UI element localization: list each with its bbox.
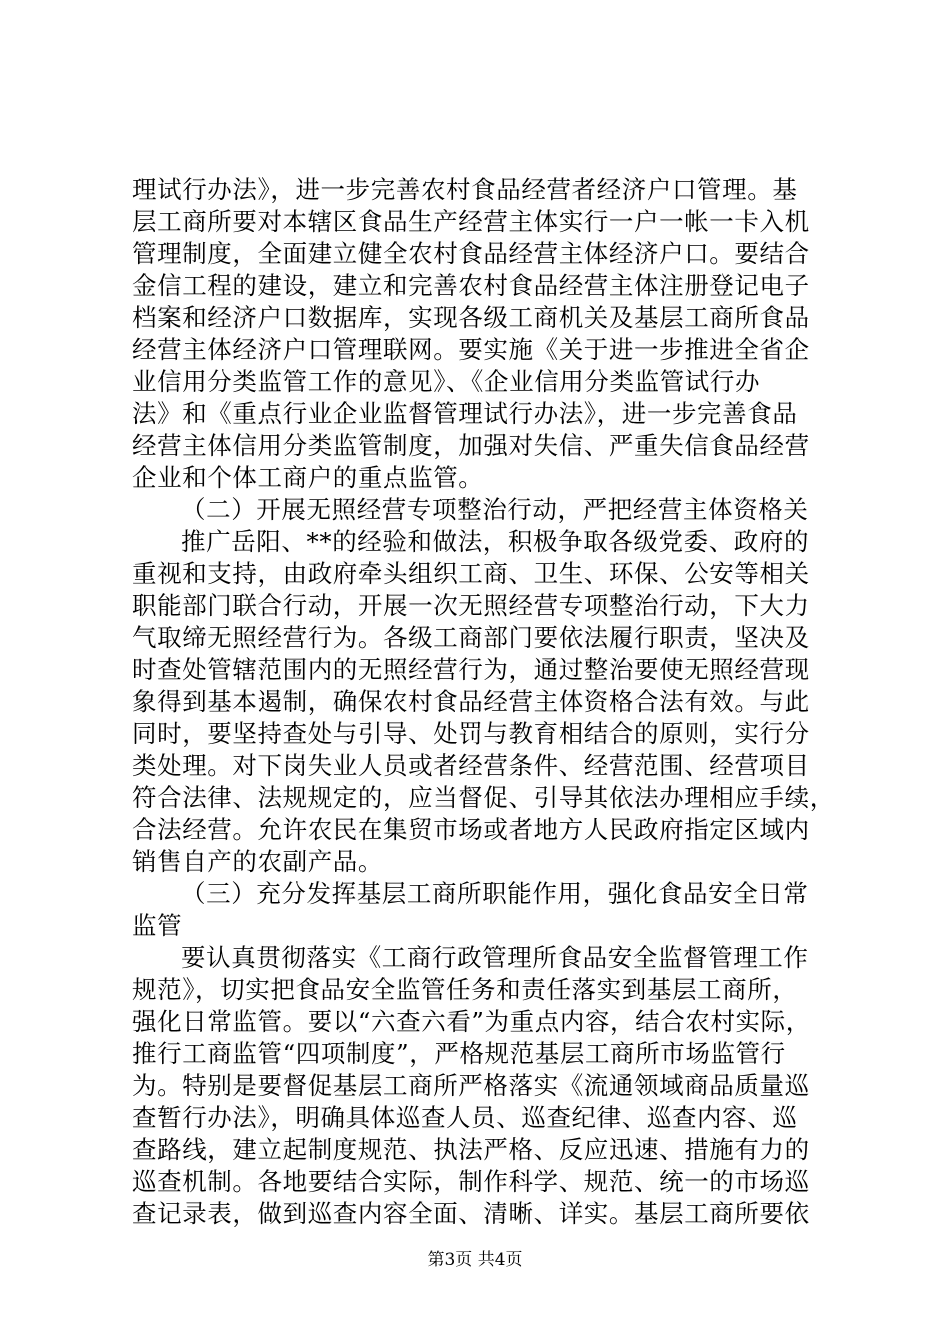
text-line: 业信用分类监管工作的意见》、《企业信用分类监管试行办 (132, 367, 761, 396)
text-line: 强化日常监管。要以“六查六看”为重点内容，结合农村实际， (132, 1007, 811, 1036)
text-line: 巡查机制。各地要结合实际，制作科学、规范、统一的市场巡 (132, 1167, 810, 1196)
text-line: 同时，要坚持查处与引导、处罚与教育相结合的原则，实行分 (132, 719, 810, 748)
page-number-footer: 第3页 共4页 (427, 1250, 523, 1270)
text-line: 查暂行办法》，明确具体巡查人员、巡查纪律、巡查内容、巡 (132, 1103, 798, 1132)
text-line: 要认真贯彻落实《工商行政管理所食品安全监督管理工作 (181, 943, 809, 972)
section-heading: （二）开展无照经营专项整治行动，严把经营主体资格关 (181, 495, 809, 524)
section-heading-continued: 监管 (132, 911, 183, 940)
text-line: 规范》，切实把食品安全监管任务和责任落实到基层工商所， (132, 975, 798, 1004)
text-line: 金信工程的建设，建立和完善农村食品经营主体注册登记电子 (132, 271, 810, 300)
text-line: 重视和支持，由政府牵头组织工商、卫生、环保、公安等相关 (132, 559, 810, 588)
text-line: 气取缔无照经营行为。各级工商部门要依法履行职责，坚决及 (132, 623, 810, 652)
text-line: 理试行办法》，进一步完善农村食品经营者经济户口管理。基 (132, 175, 798, 204)
text-line: 职能部门联合行动，开展一次无照经营专项整治行动，下大力 (132, 591, 810, 620)
text-line: 档案和经济户口数据库，实现各级工商机关及基层工商所食品 (132, 303, 810, 332)
text-line: 类处理。对下岗失业人员或者经营条件、经营范围、经营项目 (132, 751, 810, 780)
text-line: 销售自产的农副产品。 (132, 847, 383, 876)
text-line: 查路线，建立起制度规范、执法严格、反应迅速、措施有力的 (132, 1135, 810, 1164)
text-line: 符合法律、法规规定的，应当督促、引导其依法办理相应手续， (132, 783, 835, 812)
text-line: 象得到基本遏制，确保农村食品经营主体资格合法有效。与此 (132, 687, 810, 716)
text-line: 层工商所要对本辖区食品生产经营主体实行一户一帐一卡入机 (132, 207, 810, 236)
text-line: 管理制度，全面建立健全农村食品经营主体经济户口。要结合 (132, 239, 810, 268)
text-line: 企业和个体工商户的重点监管。 (132, 463, 484, 492)
section-heading: （三）充分发挥基层工商所职能作用，强化食品安全日常 (181, 879, 809, 908)
text-line: 为。特别是要督促基层工商所严格落实《流通领域商品质量巡 (132, 1071, 810, 1100)
text-line: 合法经营。允许农民在集贸市场或者地方人民政府指定区域内 (132, 815, 810, 844)
text-line: 法》和《重点行业企业监督管理试行办法》，进一步完善食品 (132, 399, 798, 428)
text-line: 经营主体经济户口管理联网。要实施《关于进一步推进全省企 (132, 335, 810, 364)
text-line: 时查处管辖范围内的无照经营行为，通过整治要使无照经营现 (132, 655, 810, 684)
text-line: 查记录表，做到巡查内容全面、清晰、详实。基层工商所要依 (132, 1199, 810, 1228)
text-line: 经营主体信用分类监管制度，加强对失信、严重失信食品经营 (132, 431, 810, 460)
text-line: 推广岳阳、**的经验和做法，积极争取各级党委、政府的 (181, 527, 810, 556)
text-line: 推行工商监管“四项制度”，严格规范基层工商所市场监管行 (132, 1039, 786, 1068)
